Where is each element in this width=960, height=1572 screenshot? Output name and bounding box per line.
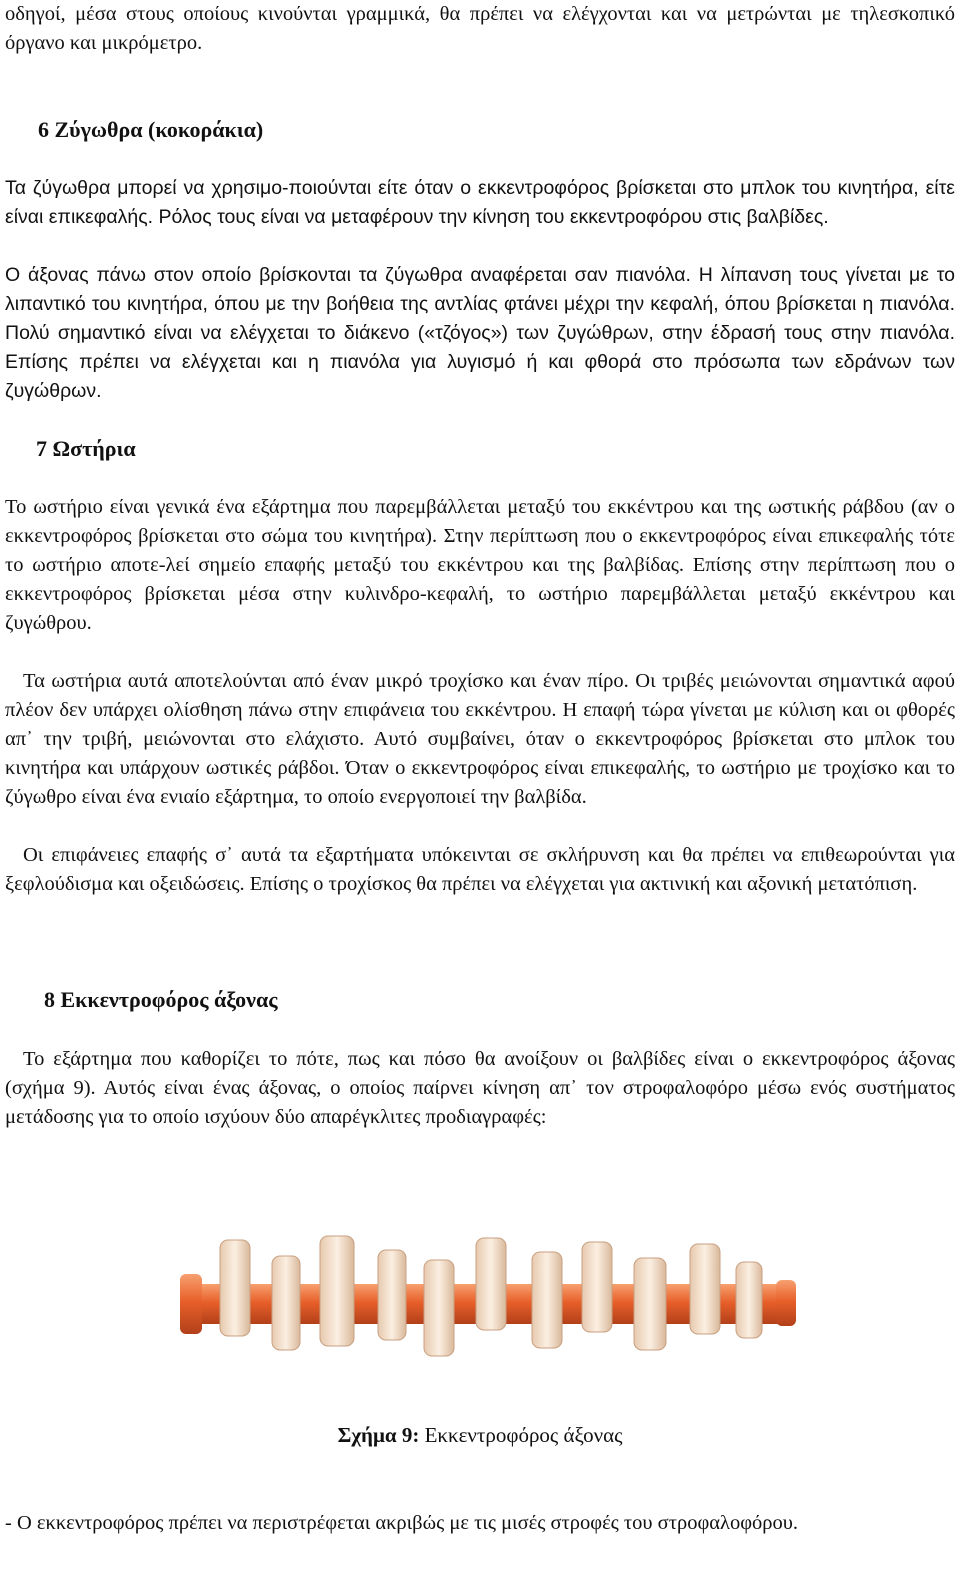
camshaft-figure — [180, 1222, 800, 1382]
section-7-heading: 7 Ωστήρια — [36, 436, 136, 461]
figure-caption-text: Εκκεντροφόρος άξονας — [419, 1423, 623, 1447]
section-6-paragraph-1: Τα ζύγωθρα μπορεί να χρησιμο-ποιούνται είτε όταν ο εκκεντροφόρος βρίσκεται στο μπλοκ του κινητήρα, είτε είναι επικεφαλής. Ρόλος τους είναι να μεταφέρουν την κίνηση του εκκεντροφόρου στις βαλβίδες. — [5, 177, 955, 228]
intro-paragraph: οδηγοί, μέσα στους οποίους κινούνται γραμμικά, θα πρέπει να ελέγχονται και να μετρώνται με τηλεσκοπικό όργανο και μικρόμετρο. — [5, 3, 955, 54]
section-7-paragraph-3: Οι επιφάνειες επαφής σ᾽ αυτά τα εξαρτήματα υπόκεινται σε σκλήρυνση και θα πρέπει να επιθεωρούνται για ξεφλούδισμα και οξειδώσεις. Επίσης ο τροχίσκος θα πρέπει να ελέγχεται για ακτινική και αξονική μετατόπιση. — [5, 844, 955, 895]
bullet-paragraph: - Ο εκκεντροφόρος πρέπει να περιστρέφεται ακριβώς με τις μισές στροφές του στροφαλοφόρου. — [5, 1512, 799, 1534]
section-6-paragraph-2: Ο άξονας πάνω στον οποίο βρίσκονται τα ζύγωθρα αναφέρεται σαν πιανόλα. Η λίπανση τους γίνεται με το λιπαντικό του κινητήρα, όπου με την βοήθεια της αντλίας φτάνει μέχρι την κεφαλή, όπου βρίσκεται η πιανόλα. Πολύ σημαντικό είναι να ελέγχεται το διάκενο («τζόγος») των ζυγώθρων, στην έδρασή τους στην πιανόλα. Επίσης πρέπει να ελέγχεται και η πιανόλα για λυγισμό ή και φθορά στο πρόσωπα των εδράνων των ζυγώθρων. — [5, 264, 956, 402]
section-7-paragraph-2: Τα ωστήρια αυτά αποτελούνται από έναν μικρό τροχίσκο και έναν πίρο. Οι τριβές μειώνονται σημαντικά αφού πλέον δεν υπάρχει ολίσθηση πάνω στην επιφάνεια του εκκέντρου. Η επαφή τώρα γίνεται με κύλιση και οι φθορές απ᾽ την τριβή, μειώνονται στο ελάχιστο. Αυτό συμβαίνει, όταν ο εκκεντροφόρος βρίσκεται στο μπλοκ του κινητήρα και υπάρχουν ωστικές ράβδοι. Όταν ο εκκεντροφόρος είναι επικεφαλής, το ωστήριο με τροχίσκο και το ζύγωθρο είναι ένα ενιαίο εξάρτημα, το οποίο ενεργοποιεί την βαλβίδα. — [5, 670, 955, 808]
figure-caption-label: Σχήμα 9: — [337, 1423, 420, 1447]
figure-caption — [0, 1420, 960, 1450]
section-8-heading: 8 Εκκεντροφόρος άξονας — [44, 987, 278, 1012]
section-6-heading: 6 Ζύγωθρα (κοκοράκια) — [38, 117, 264, 142]
section-8-paragraph-1: Το εξάρτημα που καθορίζει το πότε, πως και πόσο θα ανοίξουν οι βαλβίδες είναι ο εκκεντροφόρος άξονας (σχήμα 9). Αυτός είναι ένας άξονας, ο οποίος παίρνει κίνηση απ᾽ τον στροφαλοφόρο μέσω ενός συστήματος μετάδοσης για το οποίο ισχύουν δύο απαρέγκλιτες προδιαγραφές: — [5, 1048, 955, 1128]
section-7-paragraph-1: Το ωστήριο είναι γενικά ένα εξάρτημα που παρεμβάλλεται μεταξύ του εκκέντρου και της ωστικής ράβδου (αν ο εκκεντροφόρος βρίσκεται στο σώμα του κινητήρα). Στην περίπτωση που ο εκκεντροφόρος είναι επικεφαλής τότε το ωστήριο αποτε-λεί σημείο επαφής μεταξύ του εκκέντρου και της βαλβίδας. Επίσης στην περίπτωση που ο εκκεντροφόρος βρίσκεται μέσα στην κυλινδρο-κεφαλή, το ωστήριο παρεμβάλλεται μεταξύ εκκέντρου και ζυγώθρου. — [5, 496, 955, 634]
